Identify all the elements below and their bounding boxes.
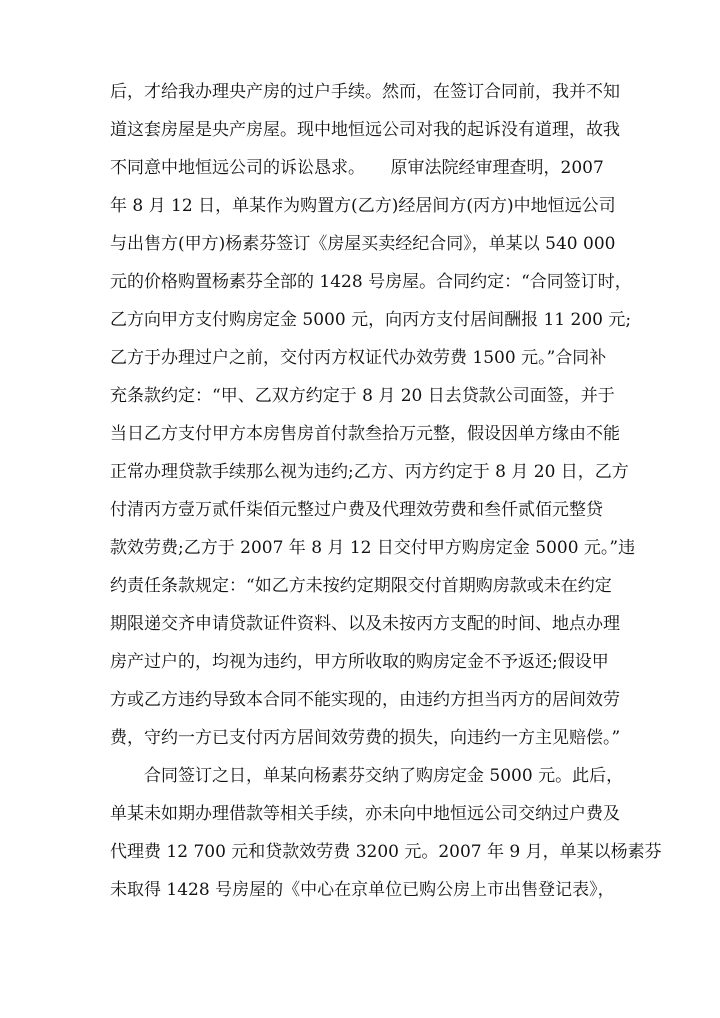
text-line-6: 元的价格购置杨素芬全部的 1428 号房屋。合同约定：“合同签订时， bbox=[110, 272, 632, 292]
text-line-9: 充条款约定：“甲、乙双方约定于 8 月 20 日去贷款公司面签，并于 bbox=[110, 386, 615, 406]
text-line-16: 房产过户的，均视为违约，甲方所收取的购房定金不予返还;假设甲 bbox=[110, 652, 609, 672]
text-line-14: 约责任条款规定：“如乙方未按约定期限交付首期购房款或未在约定 bbox=[110, 576, 612, 596]
text-line-20: 单某未如期办理借款等相关手续，亦未向中地恒远公司交纳过户费及 bbox=[110, 804, 620, 824]
text-line-18: 费，守约一方已支付丙方居间效劳费的损失，向违约一方主见赔偿。” bbox=[110, 728, 621, 748]
text-line-10: 当日乙方支付甲方本房售房首付款叁拾万元整，假设因单方缘由不能 bbox=[110, 424, 620, 444]
text-line-15: 期限递交齐申请贷款证件资料、以及未按丙方支配的时间、地点办理 bbox=[110, 614, 620, 634]
text-line-13: 款效劳费;乙方于 2007 年 8 月 12 日交付甲方购房定金 5000 元。”违 bbox=[110, 538, 636, 558]
text-line-5: 与出售方(甲方)杨素芬签订《房屋买卖经纪合同》，单某以 540 000 bbox=[110, 234, 616, 254]
text-line-11: 正常办理贷款手续那么视为违约;乙方、丙方约定于 8 月 20 日，乙方 bbox=[110, 462, 629, 482]
text-line-1: 后，才给我办理央产房的过户手续。然而，在签订合同前，我并不知 bbox=[110, 82, 620, 102]
text-line-2: 道这套房屋是央产房屋。现中地恒远公司对我的起诉没有道理，故我 bbox=[110, 120, 620, 140]
text-line-4: 年 8 月 12 日，单某作为购置方(乙方)经居间方(丙方)中地恒远公司 bbox=[110, 196, 616, 216]
text-line-7: 乙方向甲方支付购房定金 5000 元，向丙方支付居间酬报 11 200 元; bbox=[110, 310, 632, 330]
text-line-19: 合同签订之日，单某向杨素芬交纳了购房定金 5000 元。此后， bbox=[110, 766, 624, 786]
text-line-17: 方或乙方违约导致本合同不能实现的，由违约方担当丙方的居间效劳 bbox=[110, 690, 620, 710]
text-line-3: 不同意中地恒远公司的诉讼恳求。 原审法院经审理查明，2007 bbox=[110, 158, 604, 178]
text-line-12: 付清丙方壹万贰仟柒佰元整过户费及代理效劳费和叁仟贰佰元整贷 bbox=[110, 500, 603, 520]
text-line-8: 乙方于办理过户之前，交付丙方权证代办效劳费 1500 元。”合同补 bbox=[110, 348, 607, 368]
text-line-22: 未取得 1428 号房屋的《中心在京单位已购公房上市出售登记表》， bbox=[110, 880, 615, 900]
text-line-21: 代理费 12 700 元和贷款效劳费 3200 元。2007 年 9 月，单某以杨素芬 bbox=[110, 842, 662, 862]
